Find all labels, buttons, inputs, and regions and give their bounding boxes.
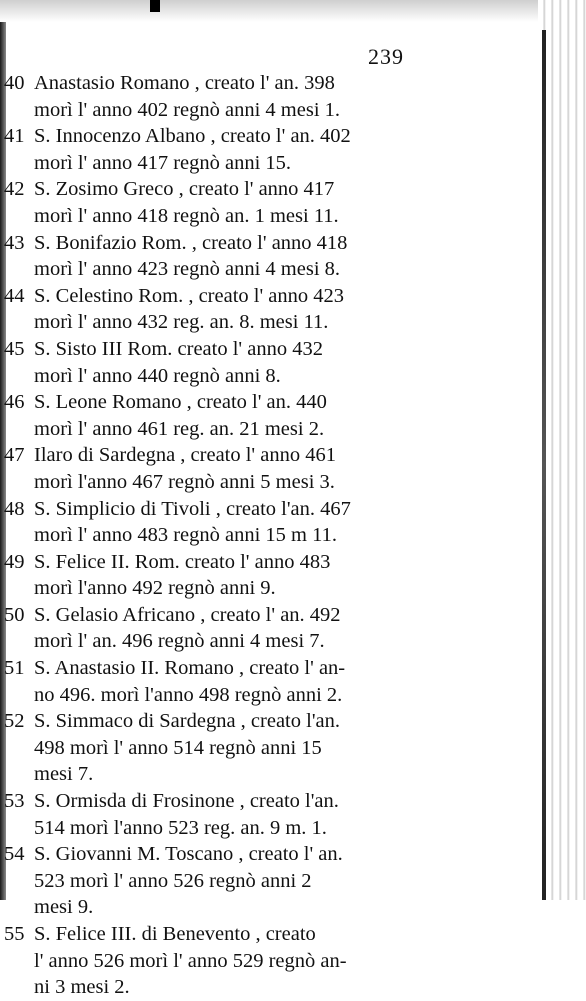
entry-continuation-line: l' anno 526 morì l' anno 529 regnò an- bbox=[34, 949, 347, 972]
entry-number: 50 bbox=[4, 603, 25, 626]
list-item bbox=[0, 230, 540, 283]
entry-text: S. Giovanni M. Toscano , creato l' an. bbox=[34, 843, 343, 866]
entry-first-line bbox=[0, 70, 540, 97]
entry-continuation-line: 523 morì l' anno 526 regnò anni 2 bbox=[34, 869, 312, 892]
entry-continuation-line: 498 morì l' anno 514 regnò anni 15 bbox=[34, 736, 322, 759]
page-top-shadow bbox=[0, 0, 586, 22]
entry-first-line bbox=[0, 283, 540, 310]
entry-number: 47 bbox=[4, 444, 25, 467]
entry-first-line bbox=[0, 389, 540, 416]
entry-continuation-line: no 496. morì l'anno 498 regnò anni 2. bbox=[34, 683, 343, 706]
entry-number: 55 bbox=[4, 923, 25, 945]
entry-number: 53 bbox=[4, 790, 25, 813]
entry-first-line bbox=[0, 655, 540, 682]
page-gutter-shadow bbox=[542, 30, 546, 900]
entry-text: S. Felice II. Rom. creato l' anno 483 bbox=[34, 550, 331, 573]
entry-first-line bbox=[0, 442, 540, 469]
entry-text: S. Sisto III Rom. creato l' anno 432 bbox=[34, 337, 323, 360]
entry-text: S. Simplicio di Tivoli , creato l'an. 467 bbox=[34, 497, 351, 520]
list-item bbox=[0, 496, 540, 549]
list-item bbox=[0, 123, 540, 176]
entry-continuation-line: morì l' anno 417 regnò anni 15. bbox=[34, 151, 292, 174]
entry-first-line bbox=[0, 336, 540, 363]
page-number: 239 bbox=[368, 44, 404, 69]
entry-text: S. Celestino Rom. , creato l' anno 423 bbox=[34, 284, 345, 307]
list-item bbox=[0, 336, 540, 389]
entry-number: 46 bbox=[4, 391, 25, 414]
entry-continuation-line: mesi 7. bbox=[34, 763, 94, 786]
entry-text: S. Simmaco di Sardegna , creato l'an. bbox=[34, 710, 340, 733]
list-item bbox=[0, 708, 540, 788]
entry-number: 49 bbox=[4, 550, 25, 573]
entry-text: Ilaro di Sardegna , creato l' anno 461 bbox=[34, 444, 336, 467]
list-item bbox=[0, 788, 540, 841]
entry-number: 51 bbox=[4, 657, 25, 680]
entry-number: 44 bbox=[4, 284, 25, 307]
entry-continuation-line: mesi 9. bbox=[34, 896, 94, 919]
entry-first-line bbox=[0, 230, 540, 257]
entry-first-line bbox=[0, 841, 540, 868]
list-item bbox=[0, 176, 540, 229]
entry-number: 43 bbox=[4, 231, 25, 254]
entry-continuation-line: morì l' anno 418 regnò an. 1 mesi 11. bbox=[34, 204, 339, 227]
list-item bbox=[0, 602, 540, 655]
entry-first-line bbox=[0, 176, 540, 203]
list-item bbox=[0, 921, 540, 1001]
entry-text: S. Leone Romano , creato l' an. 440 bbox=[34, 391, 327, 414]
entry-number: 48 bbox=[4, 497, 25, 520]
entry-continuation-line: morì l' anno 432 reg. an. 8. mesi 11. bbox=[34, 311, 329, 334]
entry-text: S. Zosimo Greco , creato l' anno 417 bbox=[34, 178, 335, 201]
entry-continuation-line: morì l' anno 483 regnò anni 15 m 11. bbox=[34, 524, 337, 547]
entry-first-line bbox=[0, 602, 540, 629]
list-item bbox=[0, 70, 540, 123]
entry-number: 42 bbox=[4, 178, 25, 201]
entry-continuation-line: morì l' anno 402 regnò anni 4 mesi 1. bbox=[34, 98, 341, 121]
list-item bbox=[0, 389, 540, 442]
entry-first-line bbox=[0, 496, 540, 523]
entry-text: S. Gelasio Africano , creato l' an. 492 bbox=[34, 603, 341, 626]
list-item bbox=[0, 655, 540, 708]
entry-continuation-line: morì l' an. 496 regnò anni 4 mesi 7. bbox=[34, 630, 325, 653]
entry-number: 45 bbox=[4, 337, 25, 360]
entry-first-line bbox=[0, 123, 540, 150]
entry-number: 41 bbox=[4, 125, 25, 148]
entry-text: S. Innocenzo Albano , creato l' an. 402 bbox=[34, 125, 351, 148]
entry-continuation-line: morì l'anno 467 regnò anni 5 mesi 3. bbox=[34, 470, 335, 493]
list-item bbox=[0, 841, 540, 921]
entry-first-line bbox=[0, 921, 540, 948]
list-item bbox=[0, 283, 540, 336]
entry-number: 40 bbox=[4, 72, 25, 94]
list-item bbox=[0, 442, 540, 495]
entry-text: S. Ormisda di Frosinone , creato l'an. bbox=[34, 790, 339, 813]
entry-continuation-line: morì l' anno 461 reg. an. 21 mesi 2. bbox=[34, 417, 325, 440]
entry-number: 52 bbox=[4, 710, 25, 733]
entry-continuation-line: morì l' anno 423 regnò anni 4 mesi 8. bbox=[34, 258, 341, 281]
entry-text: S. Felice III. di Benevento , creato bbox=[34, 923, 316, 945]
binding-mark bbox=[150, 0, 160, 12]
entry-text: Anastasio Romano , creato l' an. 398 bbox=[34, 72, 335, 94]
entry-continuation-line: 514 morì l'anno 523 reg. an. 9 m. 1. bbox=[34, 816, 327, 839]
entry-text: S. Bonifazio Rom. , creato l' anno 418 bbox=[34, 231, 348, 254]
entry-continuation-line: morì l'anno 492 regnò anni 9. bbox=[34, 577, 276, 600]
entry-number: 54 bbox=[4, 843, 25, 866]
entry-first-line bbox=[0, 788, 540, 815]
entry-continuation-line: ni 3 mesi 2. bbox=[34, 976, 130, 999]
pope-list bbox=[0, 70, 540, 1001]
entry-first-line bbox=[0, 708, 540, 735]
entry-text: S. Anastasio II. Romano , creato l' an- bbox=[34, 657, 346, 680]
list-item bbox=[0, 549, 540, 602]
entry-first-line bbox=[0, 549, 540, 576]
entry-continuation-line: morì l' anno 440 regnò anni 8. bbox=[34, 364, 281, 387]
